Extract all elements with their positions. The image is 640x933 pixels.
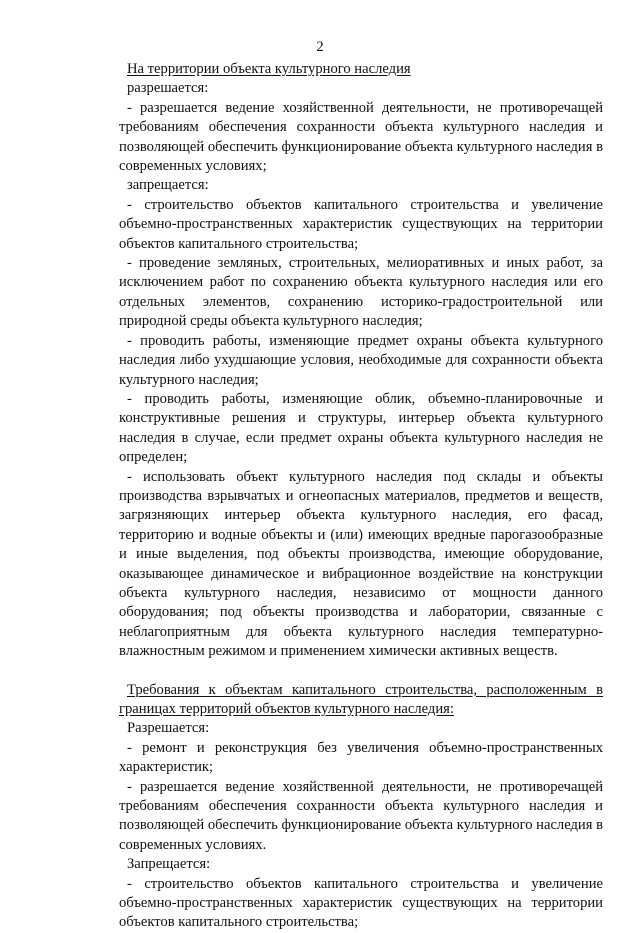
section1-forbidden-label: запрещается: <box>127 177 209 194</box>
section2-heading: Требования к объектам капитального строительства, расположенным в границах территорий объектов культурного наследия: <box>119 681 603 717</box>
section2-allowed-item: - ремонт и реконструкция без увеличения объемно-пространственных характеристик; <box>119 739 603 776</box>
section1-forbidden-item: - проводить работы, изменяющие облик, объемно-планировочные и конструктивные решения и структуры, интерьер объекта культурного наследия в случае, если предмет охраны объекта культурного наследия не определен; <box>119 390 603 466</box>
section1-allowed-item: - разрешается ведение хозяйственной деятельности, не противоречащей требованиям обеспечения сохранности объекта культурного наследия и позволяющей обеспечить функционирование объекта культурного наследия в современных условиях; <box>119 99 603 175</box>
section2-allowed-item: - разрешается ведение хозяйственной деятельности, не противоречащей требованиям обеспечения сохранности объекта культурного наследия и позволяющей обеспечить функционирование объекта культурного наследия в современных условиях. <box>119 778 603 853</box>
section2-allowed-label: Разрешается: <box>127 720 210 737</box>
section2-forbidden-item: - строительство объектов капитального строительства и увеличение объемно-пространственных характеристик существующих на территории объектов капитального строительства; <box>119 875 603 931</box>
page-number: 2 <box>316 39 324 55</box>
section1-heading: На территории объекта культурного наследия <box>127 61 411 77</box>
document-body <box>119 60 603 933</box>
section1-forbidden-item: - проводить работы, изменяющие предмет охраны объекта культурного наследия либо ухудшающие условия, необходимые для сохранности объекта культурного наследия; <box>119 332 603 388</box>
section2-forbidden-label: Запрещается: <box>127 856 211 873</box>
section1-forbidden-item: - проведение земляных, строительных, мелиоративных и иных работ, за исключением работ по сохранению объекта культурного наследия или его отдельных элементов, сохранению историко-градостроительной или природной среды объекта культурного наследия; <box>119 255 603 330</box>
section1-forbidden-item: - строительство объектов капитального строительства и увеличение объемно-пространственных характеристик существующих на территории объектов капитального строительства; <box>119 196 603 252</box>
section-spacer <box>119 662 603 681</box>
section1-forbidden-item: - использовать объект культурного наследия под склады и объекты производства взрывчатых и огнеопасных материалов, предметов и веществ, загрязняющих интерьер объекта культурного наследия, его фасад, территорию и водные объекты и (или) имеющих вредные парогазообразные и иные выделения, под объекты производства, имеющие оборудование, оказывающее динамическое и вибрационное воздействие на конструкции объекта культурного наследия, независимо от мощности данного оборудования; под объекты производства и лаборатории, связанные с неблагоприятным для объекта культурного наследия температурно-влажностным режимом и применением химически активных веществ. <box>119 468 603 660</box>
section1-allowed-label: разрешается: <box>127 80 209 97</box>
